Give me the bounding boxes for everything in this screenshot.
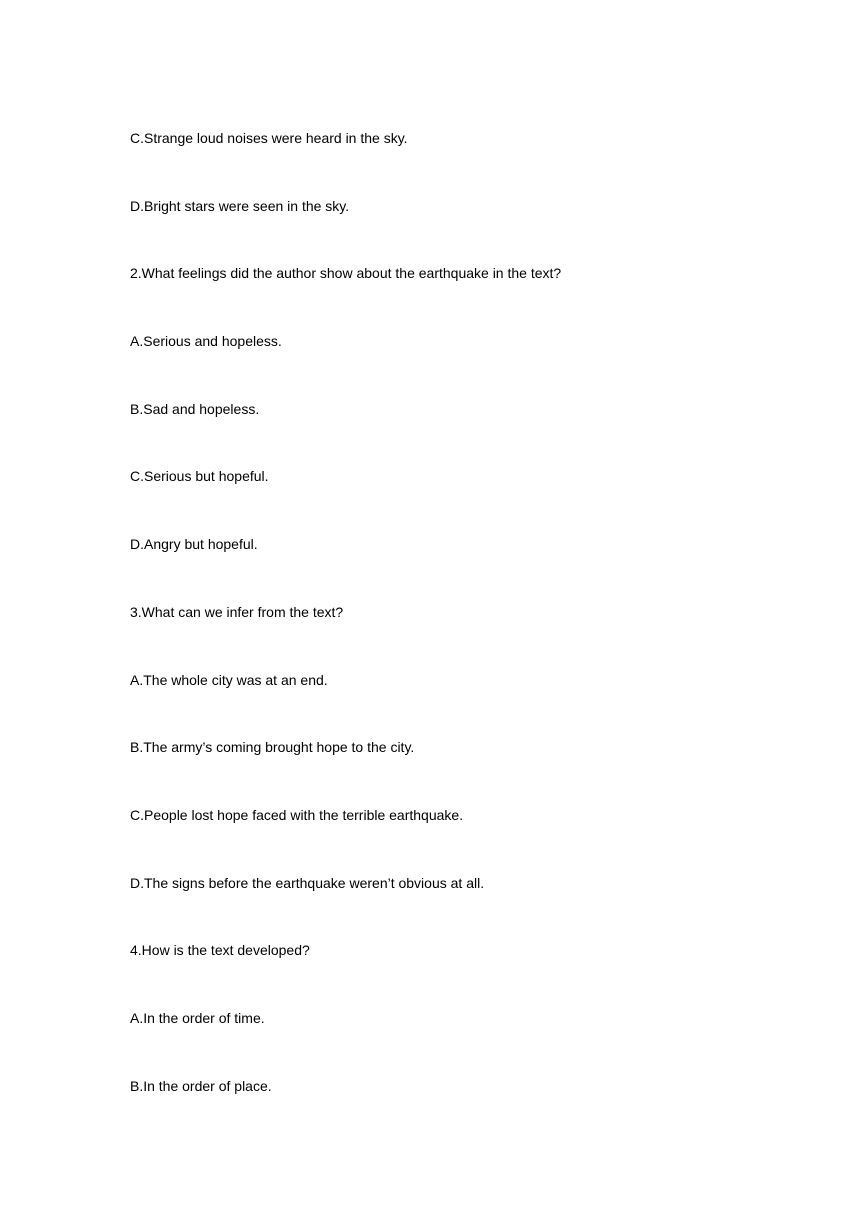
question-3-option-d: D.The signs before the earthquake weren’t obvious at all. — [130, 874, 485, 891]
question-3-option-a: A.The whole city was at an end. — [130, 671, 328, 688]
question-text-block — [130, 127, 561, 1142]
question-3-option-b: B.The army’s coming brought hope to the city. — [130, 739, 415, 756]
question-2-option-c: C.Serious but hopeful. — [130, 468, 269, 485]
question-2-option-d: D.Angry but hopeful. — [130, 536, 258, 553]
question-4-option-a: A.In the order of time. — [130, 1009, 265, 1026]
option-c-strange-noises: C.Strange loud noises were heard in the sky. — [130, 130, 408, 146]
option-d-bright-stars: D.Bright stars were seen in the sky. — [130, 197, 350, 214]
question-2-option-a: A.Serious and hopeless. — [130, 333, 282, 350]
question-4: 4.How is the text developed? — [130, 942, 310, 959]
question-4-option-b: B.In the order of place. — [130, 1077, 272, 1094]
question-3-option-c: C.People lost hope faced with the terrible earthquake. — [130, 806, 464, 823]
question-3: 3.What can we infer from the text? — [130, 603, 344, 620]
question-2-option-b: B.Sad and hopeless. — [130, 400, 260, 417]
question-2: 2.What feelings did the author show about the earthquake in the text? — [130, 265, 562, 282]
